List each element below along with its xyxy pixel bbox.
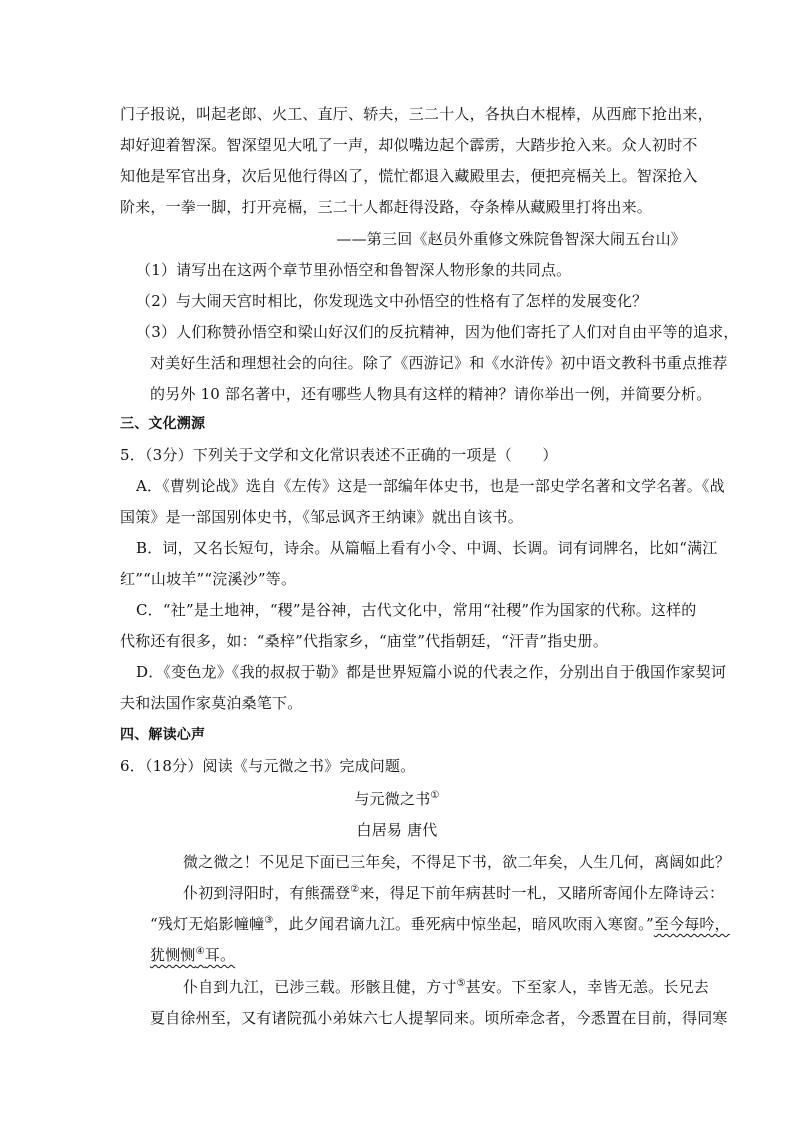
q5-option-b-line-2: 红”“山坡羊”“浣溪沙”等。: [120, 570, 297, 588]
passage-line-2: 却好迎着智深。智深望见大吼了一声，却似嘴边起个霹雳，大踏步抢入来。众人初时不: [120, 136, 698, 154]
essay-paragraph-2-line-2: [150, 913, 730, 935]
q5-option-c-line-1: C．“社”是土地神，“稷”是谷神，古代文化中，常用“社稷”作为国家的代称。这样的: [136, 601, 697, 619]
q5-option-d-line-2: 夫和法国作家莫泊桑笔下。: [120, 694, 303, 712]
q4-sub3-line-1: （3）人们称赞孙悟空和梁山好汉们的反抗精神，因为他们寄托了人们对自由平等的追求，: [136, 323, 739, 341]
passage-line-3: 知他是军官出身，次后见他行得凶了，慌忙都退入藏殿里去，便把亮槅关上。智深抢入: [120, 167, 698, 185]
q5-option-a-line-2: 国策》是一部国别体史书，《邹忌讽齐王纳谏》就出自该书。: [120, 508, 523, 526]
footnote-marker-3: ③: [264, 915, 274, 926]
passage-line-4: 阶来，一拳一脚，打开亮槅，三二十人都赶得没路，夺条棒从藏殿里打将出来。: [120, 198, 653, 216]
q5-option-a-line-1: A．《曹刿论战》选自《左传》这是一部编年体史书，也是一部史学名著和文学名著。《战: [136, 477, 725, 495]
essay-text: 仆初到浔阳时，有熊孺登: [183, 884, 351, 902]
essay-text: 来，得足下前年病甚时一札，又睹所寄闻仆左降诗云：: [359, 884, 725, 902]
essay-text: 仆自到九江，已涉三载。形骸且健，方寸: [183, 978, 457, 996]
passage-line-1: 门子报说，叫起老郎、火工、直厅、轿夫，三二十人，各执白木棍棒，从西廊下抢出来，: [120, 105, 713, 123]
q5-option-d-line-1: D．《变色龙》《我的叔叔于勒》都是世界短篇小说的代表之作，分别出自于俄国作家契诃: [136, 663, 727, 681]
passage-source: ——第三回《赵员外重修文殊院鲁智深大闹五台山》: [336, 230, 686, 248]
footnote-marker-4: ④: [195, 946, 205, 957]
q5-option-b-line-1: B．词，又名长短句，诗余。从篇幅上看有小令、中调、长调。词有词牌名，比如“满江: [136, 539, 718, 557]
footnote-marker-5: ⑤: [456, 978, 466, 989]
footnote-marker-1: ①: [430, 790, 440, 801]
essay-title-text: 与元微之书: [354, 790, 431, 808]
essay-text: 甚安。下至家人，幸皆无恙。长兄去: [465, 978, 709, 996]
essay-text: “残灯无焰影幢幢: [150, 915, 265, 933]
underlined-sentence-part-2: [150, 946, 235, 964]
essay-text: ，此夕闻君谪九江。垂死病中惊坐起，暗风吹雨入寒窗。”: [273, 915, 654, 933]
essay-paragraph-2-line-1: [183, 882, 724, 904]
section-3-title: 三、文化溯源: [120, 416, 206, 432]
underlined-sentence-part-1: 至今每吟，: [653, 915, 730, 933]
q4-sub1: （1）请写出在这两个章节里孙悟空和鲁智深人物形象的共同点。: [136, 261, 572, 279]
q6-stem: 6．（18分）阅读《与元微之书》完成问题。: [120, 757, 416, 775]
essay-paragraph-1: 微之微之！不见足下面已三年矣，不得足下书，欲二年矣，人生几何，离阔如此？: [183, 853, 731, 871]
q4-sub3-line-3: 的另外 10 部名著中，还有哪些人物具有这样的精神？请你举出一例，并简要分析。: [150, 385, 712, 403]
essay-author: 白居易 唐代: [356, 821, 438, 839]
essay-title: [0, 788, 794, 810]
essay-paragraph-3-line-2: 夏自徐州至，又有诸院孤小弟妹六七人提挈同来。顷所牵念者，今悉置在目前，得同寒: [150, 1009, 728, 1027]
footnote-marker-2: ②: [350, 884, 360, 895]
essay-text: 耳。: [204, 946, 236, 964]
q5-option-c-line-2: 代称还有很多，如：“桑梓”代指家乡，“庙堂”代指朝廷，“汗青”指史册。: [120, 632, 609, 650]
essay-paragraph-3-line-1: [183, 976, 709, 998]
essay-paragraph-2-line-3: [150, 944, 235, 966]
q4-sub2: （2）与大闹天宫时相比，你发现选文中孙悟空的性格有了怎样的发展变化？: [136, 292, 648, 310]
q5-stem: 5．（3分）下列关于文学和文化常识表述不正确的一项是（ ）: [120, 446, 558, 464]
q4-sub3-line-2: 对美好生活和理想社会的向往。除了《西游记》和《水浒传》初中语文教科书重点推荐: [150, 354, 728, 372]
essay-text: 犹恻恻: [150, 946, 196, 964]
section-4-title: 四、解读心声: [120, 727, 206, 743]
